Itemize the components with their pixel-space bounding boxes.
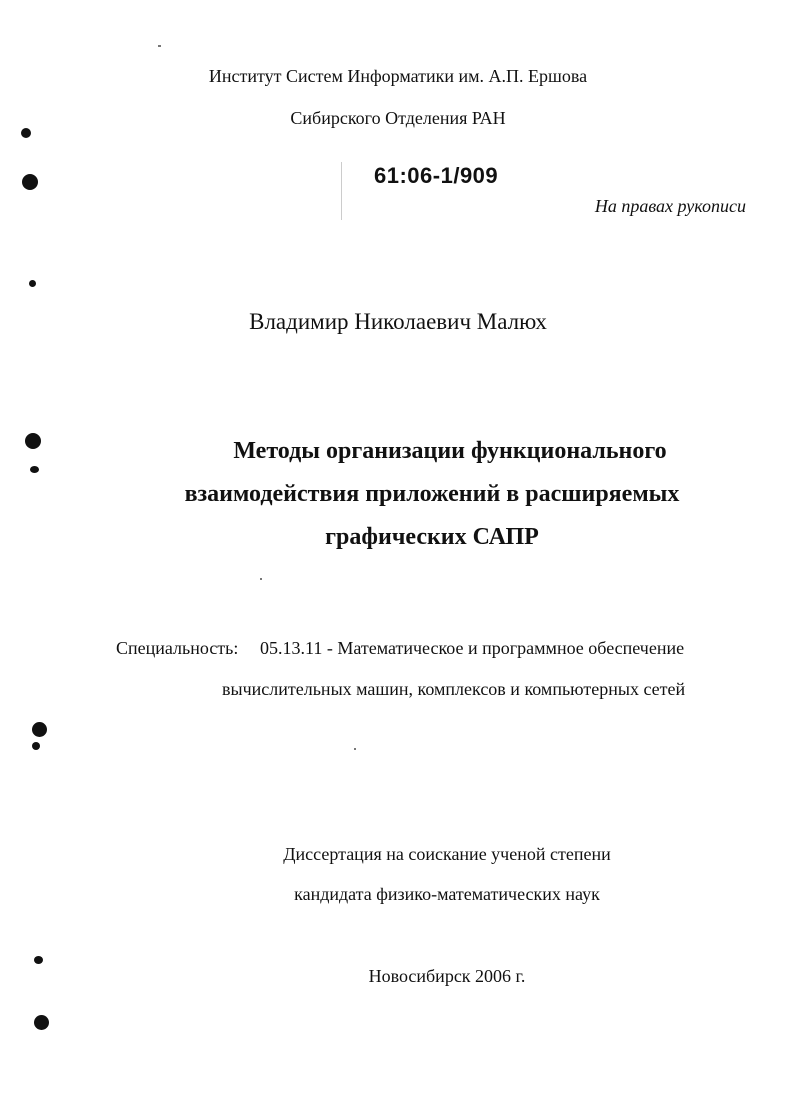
institute-line-1: Институт Систем Информатики им. А.П. Ершова xyxy=(208,66,588,86)
scan-speck xyxy=(341,162,342,220)
binding-hole xyxy=(34,956,43,964)
specialty-continuation: вычислительных машин, комплексов и компьютерных сетей xyxy=(222,679,686,699)
scan-speck xyxy=(158,45,161,47)
scan-speck xyxy=(260,578,262,580)
scan-speck xyxy=(354,748,356,750)
specialty-label: Специальность: xyxy=(116,638,239,658)
manuscript-note: На правах рукописи xyxy=(594,196,746,216)
binding-hole xyxy=(22,174,38,190)
place-year: Новосибирск 2006 г. xyxy=(368,966,526,986)
binding-hole xyxy=(21,128,31,138)
degree-line-1: Диссертация на соискание ученой степени xyxy=(283,844,611,864)
degree-line-2: кандидата физико-математических наук xyxy=(294,884,600,904)
binding-hole xyxy=(34,1015,49,1030)
specialty-code: 05.13.11 - Математическое и программное обеспечение xyxy=(260,638,685,658)
binding-hole xyxy=(32,742,40,750)
dissertation-title xyxy=(0,430,796,559)
title-line-3: графических САПР xyxy=(325,524,539,550)
title-line-2: взаимодействия приложений в расширяемых xyxy=(184,481,680,507)
binding-hole xyxy=(29,280,36,287)
binding-hole xyxy=(32,722,47,737)
institute-line-2: Сибирского Отделения РАН xyxy=(290,108,506,128)
library-stamp-code: 61:06-1/909 xyxy=(374,163,499,188)
author-name: Владимир Николаевич Малюх xyxy=(249,309,547,334)
title-line-1: Методы организации функционального xyxy=(233,438,667,464)
